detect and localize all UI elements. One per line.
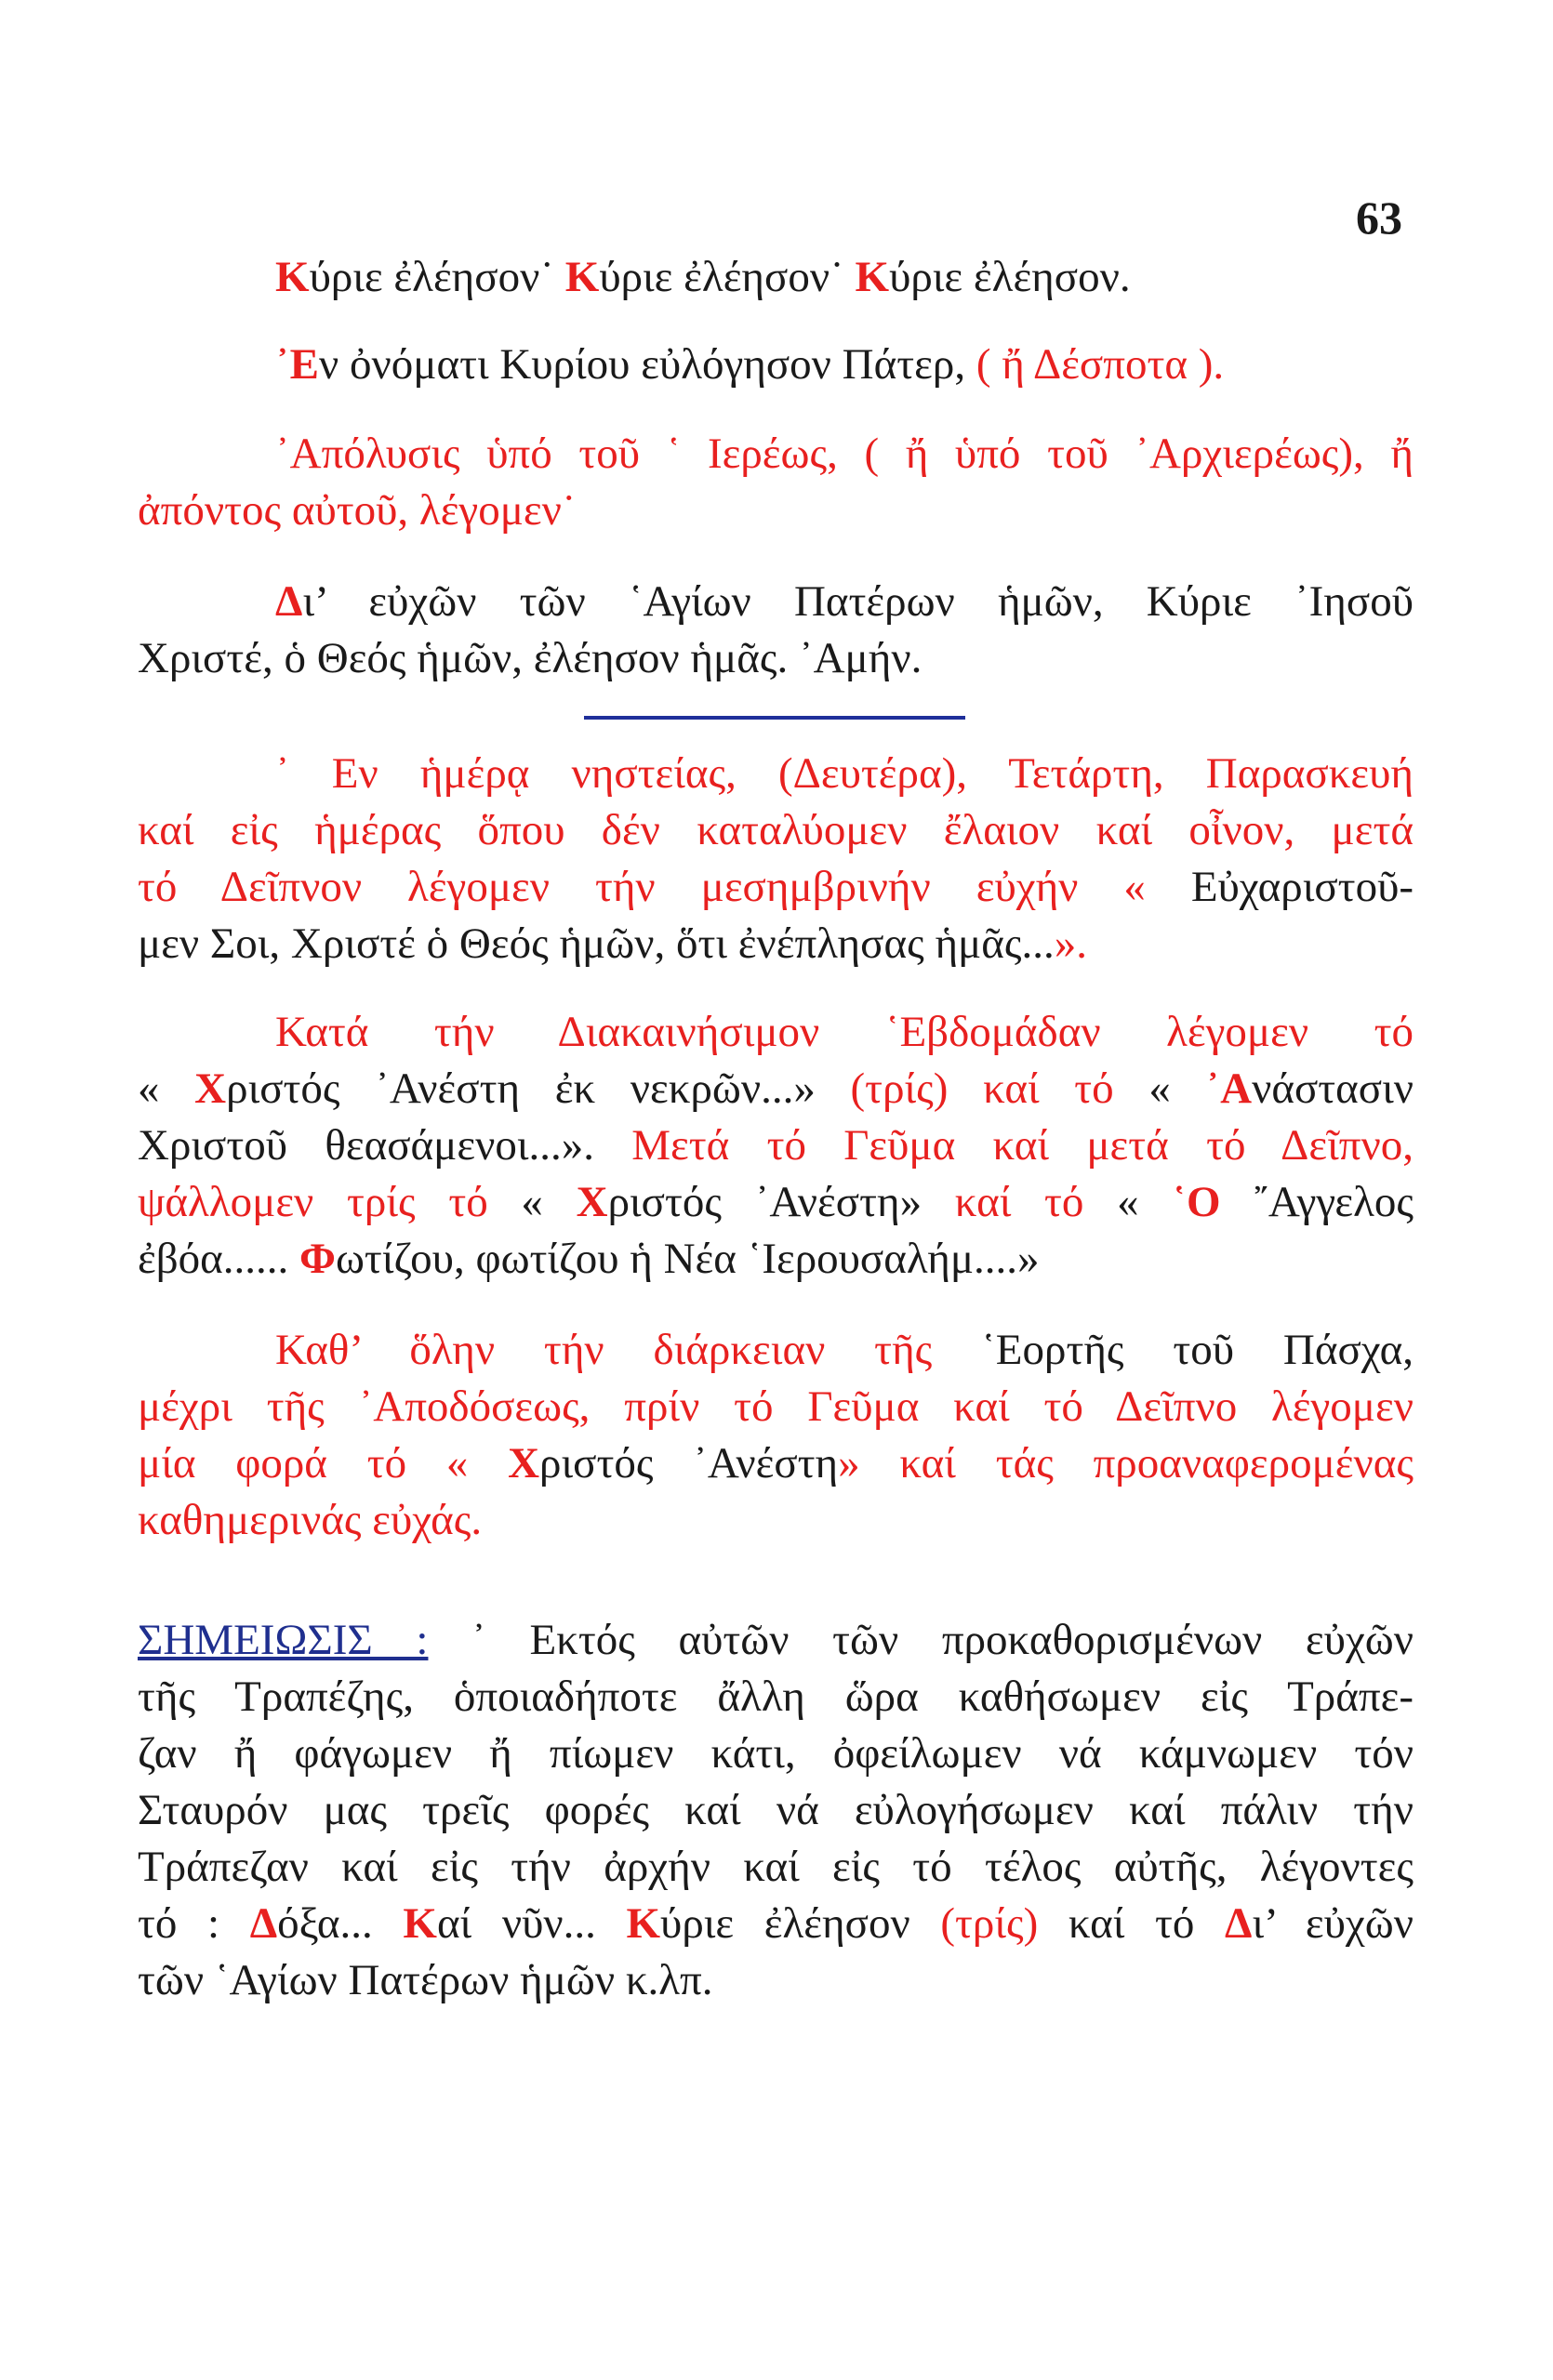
text-run: τό :: [138, 1899, 250, 1948]
text-run: όξα...: [277, 1899, 404, 1948]
text-run: καί τό: [1038, 1899, 1226, 1948]
note-line: τῆς Τραπέζης, ὁποιαδήποτε ἄλλη ὥρα καθήσωμεν εἰς Τράπε-: [138, 1673, 1414, 1721]
text-run: ᾿ Εκτός αὐτῶν τῶν προκαθορισμένων εὐχῶν: [428, 1616, 1414, 1664]
text-run: «: [521, 1178, 577, 1226]
text-run: «: [138, 1064, 195, 1113]
text-run: Χριστοῦ θεασάμενοι...».: [138, 1121, 632, 1170]
text-run: ύριε ἐλέησον: [660, 1899, 941, 1948]
initial-letter: Δ: [1225, 1899, 1253, 1948]
initial-letter: ῾Ο: [1172, 1178, 1221, 1226]
initial-letter: ᾿Α: [1205, 1064, 1253, 1113]
paragraph-note: [138, 1612, 1414, 2009]
text-run: ι’ εὐχῶν τῶν ῾Αγίων Πατέρων ἡμῶν, Κύριε ᾿Ιησοῦ: [302, 577, 1414, 626]
text-run: ψάλλομεν τρίς τό: [138, 1178, 522, 1226]
note-heading: ΣΗΜΕΙΩΣΙΣ :: [138, 1616, 429, 1664]
text-run: «: [1148, 1064, 1206, 1113]
section-divider: [584, 716, 965, 720]
note-line: Τράπεζαν καί εἰς τήν ἀρχήν καί εἰς τό τέλος αὐτῆς, λέγοντες: [138, 1843, 1414, 1891]
paragraph-easter-week: [138, 1004, 1414, 1288]
rubric-line: [138, 1435, 1414, 1492]
rubric-line: [138, 916, 1414, 972]
initial-letter: Κ: [275, 253, 310, 301]
text-run: ριστός ᾿Ανέστη: [539, 1439, 839, 1488]
initial-letter: Χ: [194, 1064, 227, 1113]
initial-letter: Χ: [508, 1439, 540, 1488]
paragraph-blessing: [275, 337, 1419, 393]
text-run: νάστασιν: [1252, 1064, 1414, 1113]
rubric-line: ἀπόντος αὐτοῦ, λέγομεν˙: [138, 486, 577, 535]
note-line: [138, 1896, 1414, 1952]
text-run: Εὐχαριστοῦ-: [1190, 863, 1414, 911]
paragraph-kyrie: [275, 249, 1419, 306]
text-run: ύριε ἐλέησον˙: [599, 253, 856, 301]
initial-letter: Κ: [403, 1899, 437, 1948]
rubric-line: Κατά τήν Διακαινήσιμον ῾Εβδομάδαν λέγομεν τό: [275, 1008, 1414, 1056]
page-number: 63: [1356, 192, 1402, 244]
rubric-line: καθημερινάς εὐχάς.: [138, 1496, 483, 1544]
text-run: ι’ εὐχῶν: [1252, 1899, 1414, 1948]
prayer-line: Χριστέ, ὁ Θεός ἡμῶν, ἐλέησον ἡμᾶς. ᾿Αμήν.: [138, 634, 923, 682]
blessing-line: [275, 337, 1419, 393]
prayer-line: [138, 574, 1414, 630]
text-run: μία φορά τό «: [138, 1439, 509, 1488]
note-line: [138, 1612, 1414, 1669]
rubric-line: ᾿Απόλυσις ὑπό τοῦ ῾ Ιερέως, ( ἤ ὑπό τοῦ ᾿Αρχιερέως), ἤ: [275, 430, 1414, 478]
text-run: ῾Εορτῆς τοῦ Πάσχα,: [981, 1326, 1414, 1374]
text-run: Μετά τό Γεῦμα καί μετά τό Δεῖπνο,: [631, 1121, 1414, 1170]
text-run: μέχρι τῆς ᾿: [138, 1382, 374, 1431]
rubric-line: [138, 1379, 1414, 1435]
text-run: ῎Αγγελος: [1220, 1178, 1414, 1226]
kyrie-line: [275, 249, 1419, 306]
rubric-line: ᾿ Εν ἡμέρᾳ νηστείας, (Δευτέρα), Τετάρτη, Παρασκευή: [275, 749, 1414, 798]
rubric-line: [138, 1231, 1414, 1288]
initial-letter: Δ: [249, 1899, 278, 1948]
paragraph-pascha-season: [138, 1322, 1414, 1549]
rubric-line: [138, 1174, 1414, 1231]
rubric-text: (τρίς): [940, 1899, 1039, 1948]
text-run: ».: [1054, 919, 1087, 968]
text-run: ύριε ἐλέησον.: [889, 253, 1131, 301]
text-run: αί νῦν...: [436, 1899, 627, 1948]
rubric-text: ( ἤ Δέσποτα ).: [976, 340, 1225, 389]
text-run: τό Δεῖπνον λέγομεν τήν μεσημβρινήν εὐχήν «: [138, 863, 1191, 911]
initial-letter: Φ: [299, 1235, 336, 1283]
rubric-line: [138, 1117, 1414, 1174]
note-line: Σταυρόν μας τρεῖς φορές καί νά εὐλογήσωμεν καί πάλιν τήν: [138, 1786, 1414, 1834]
text-run: καί τό: [954, 1178, 1118, 1226]
initial-letter: Δ: [275, 577, 303, 626]
initial-letter: Χ: [576, 1178, 608, 1226]
text-run: μεν Σοι, Χριστέ ὁ Θεός ἡμῶν, ὅτι ἐνέπλησας ἡμᾶς...: [138, 919, 1055, 968]
text-run: Αποδόσεως, πρίν τό Γεῦμα καί τό Δεῖπνο λέγομεν: [373, 1382, 1414, 1431]
rubric-line: [138, 859, 1414, 916]
initial-letter: Κ: [626, 1899, 661, 1948]
rubric-line: [138, 1061, 1414, 1117]
text-run: Καθ’ ὅλην τήν διάρκειαν τῆς: [275, 1326, 982, 1374]
text-run: ἐβόα......: [138, 1235, 300, 1283]
initial-letter: ᾿Ε: [275, 340, 319, 389]
note-line: ζαν ἤ φάγωμεν ἤ πίωμεν κάτι, ὀφείλωμεν νά κάμνωμεν τόν: [138, 1729, 1414, 1778]
text-run: ν ὀνόματι Κυρίου εὐλόγησον Πάτερ,: [319, 340, 976, 389]
text-run: ύριε ἐλέησον˙: [309, 253, 565, 301]
text-run: ωτίζου, φωτίζου ἡ Νέα ῾Ιερουσαλήμ....»: [336, 1235, 1040, 1283]
initial-letter: Κ: [855, 253, 890, 301]
text-run: «: [1117, 1178, 1173, 1226]
paragraph-apolysis-rubric: [138, 426, 1414, 539]
text-run: (τρίς) καί τό: [850, 1064, 1149, 1113]
text-run: ριστός ᾿Ανέστη ἐκ νεκρῶν...»: [226, 1064, 851, 1113]
text-run: ριστός ᾿Ανέστη»: [607, 1178, 955, 1226]
note-line: τῶν ῾Αγίων Πατέρων ἡμῶν κ.λπ.: [138, 1956, 713, 2004]
text-run: » καί τάς προαναφερομένας: [838, 1439, 1414, 1488]
paragraph-fasting-rubric: [138, 746, 1414, 972]
initial-letter: Κ: [564, 253, 600, 301]
rubric-line: [138, 1322, 1414, 1379]
rubric-line: καί εἰς ἡμέρας ὅπου δέν καταλύομεν ἔλαιον καί οἶνον, μετά: [138, 806, 1414, 854]
paragraph-prayer: [138, 574, 1414, 687]
